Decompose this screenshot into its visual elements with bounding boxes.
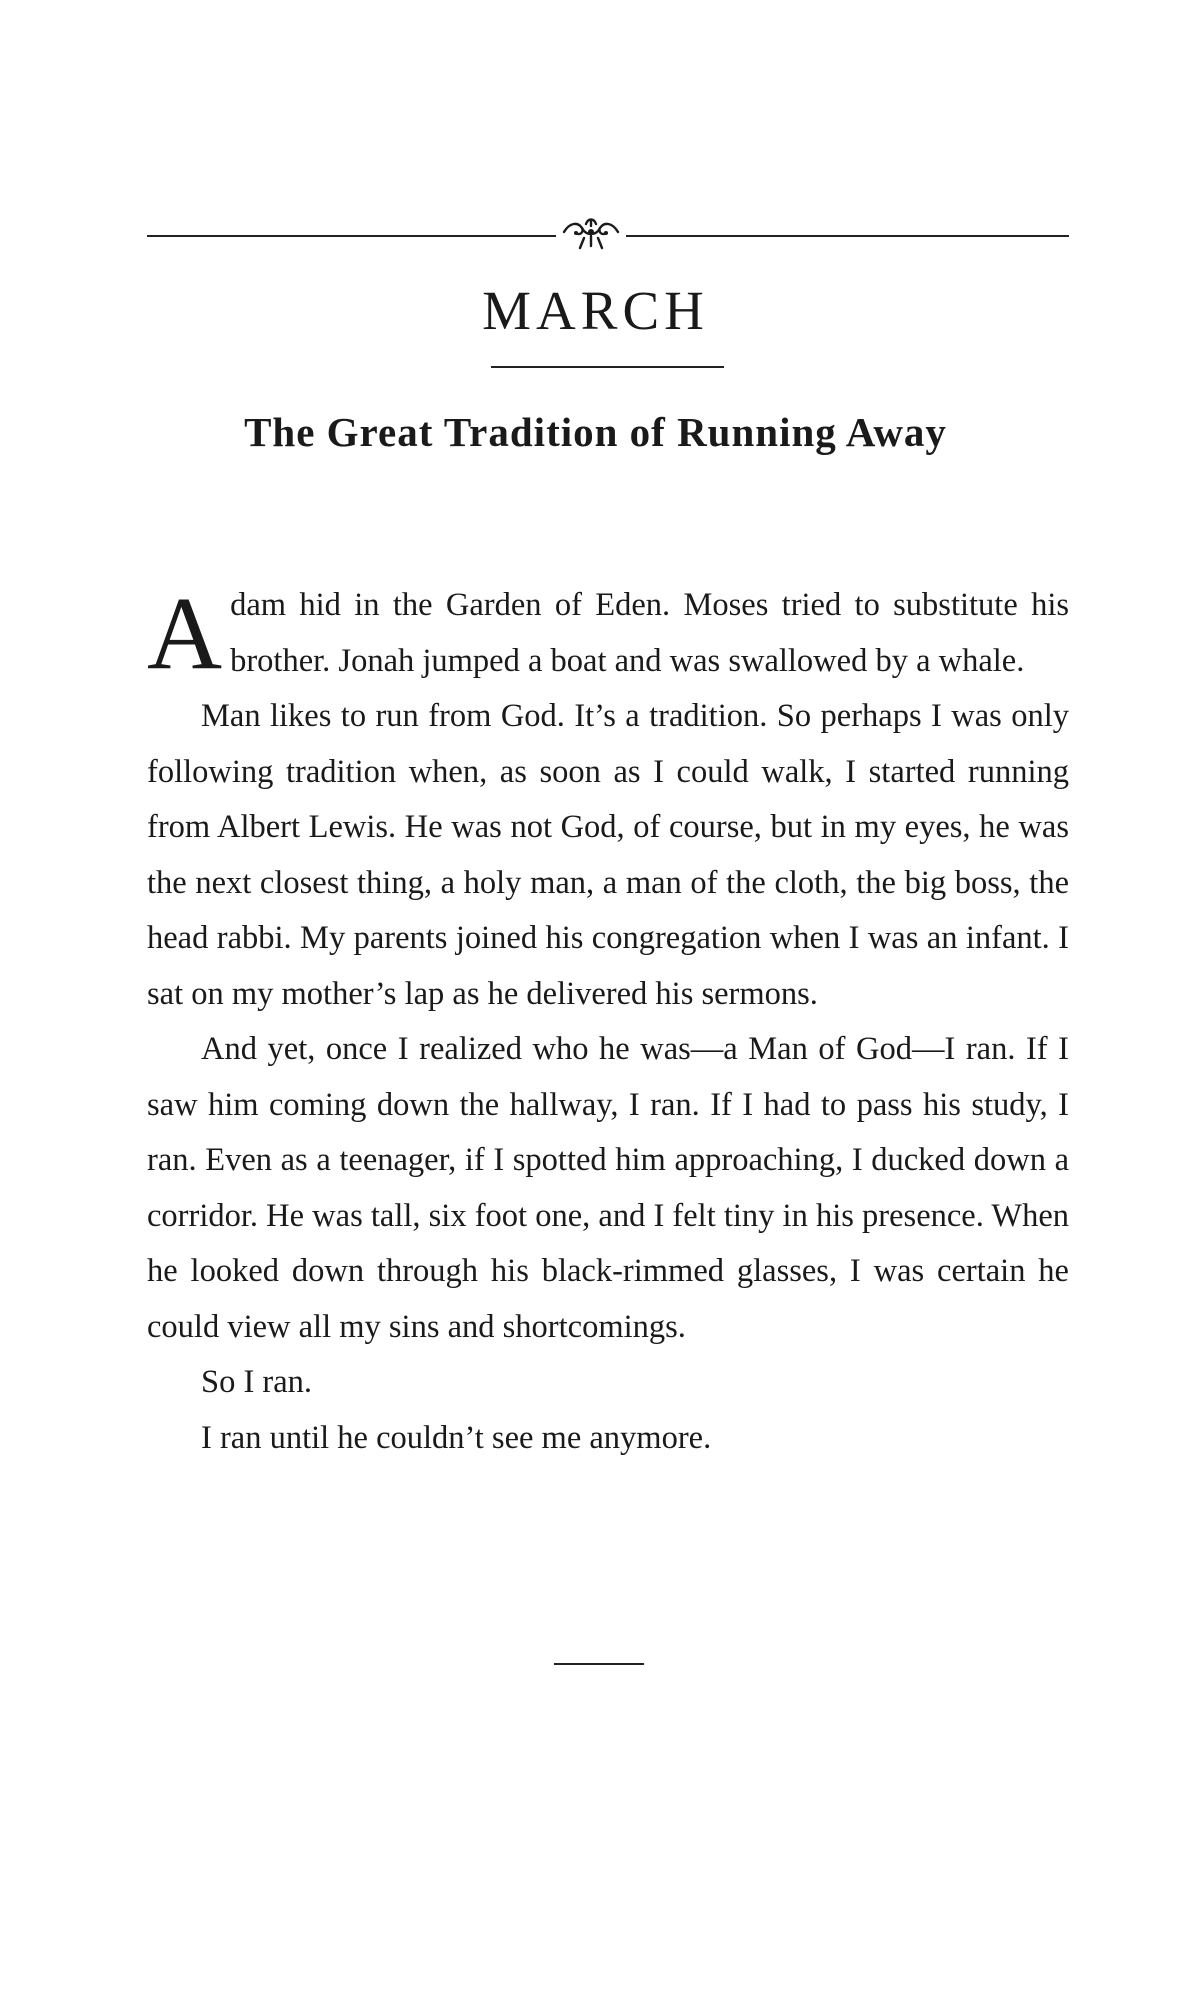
body-text — [147, 578, 1069, 1466]
floral-fleuron-icon — [556, 210, 626, 254]
chapter-subtitle: The Great Tradition of Running Away — [244, 409, 947, 455]
paragraph-5: I ran until he couldn’t see me anymore. — [201, 1419, 712, 1456]
chapter-title: MARCH — [482, 280, 709, 341]
section-end-rule — [554, 1663, 644, 1665]
drop-cap: A — [147, 576, 223, 691]
paragraph-1 — [147, 578, 1069, 689]
paragraph-2: Man likes to run from God. It’s a tradition. So perhaps I was only following tradition when, as soon as I could walk, I started running from Albert Lewis. He was not God, of course, but in my eyes, he was the next closest thing, a holy man, a man of the cloth, the big boss, the head rabbi. My parents joined his congregation when I was an infant. I sat on my mother’s lap as he delivered his sermons. — [147, 698, 1069, 1012]
paragraph-4: So I ran. — [201, 1364, 313, 1400]
paragraph-1-text: dam hid in the Garden of Eden. Moses tried to substitute his brother. Jonah jumped a boat and was swallowed by a whale. — [230, 587, 1069, 679]
title-underline — [491, 366, 724, 368]
paragraph-3: And yet, once I realized who he was—a Man of God—I ran. If I saw him coming down the hallway, I ran. If I had to pass his study, I ran. Even as a teenager, if I spotted him approaching, I ducked down a corridor. He was tall, six foot one, and I felt tiny in his presence. When he looked down through his black-rimmed glasses, I was certain he could view all my sins and shortcomings. — [147, 1031, 1069, 1345]
